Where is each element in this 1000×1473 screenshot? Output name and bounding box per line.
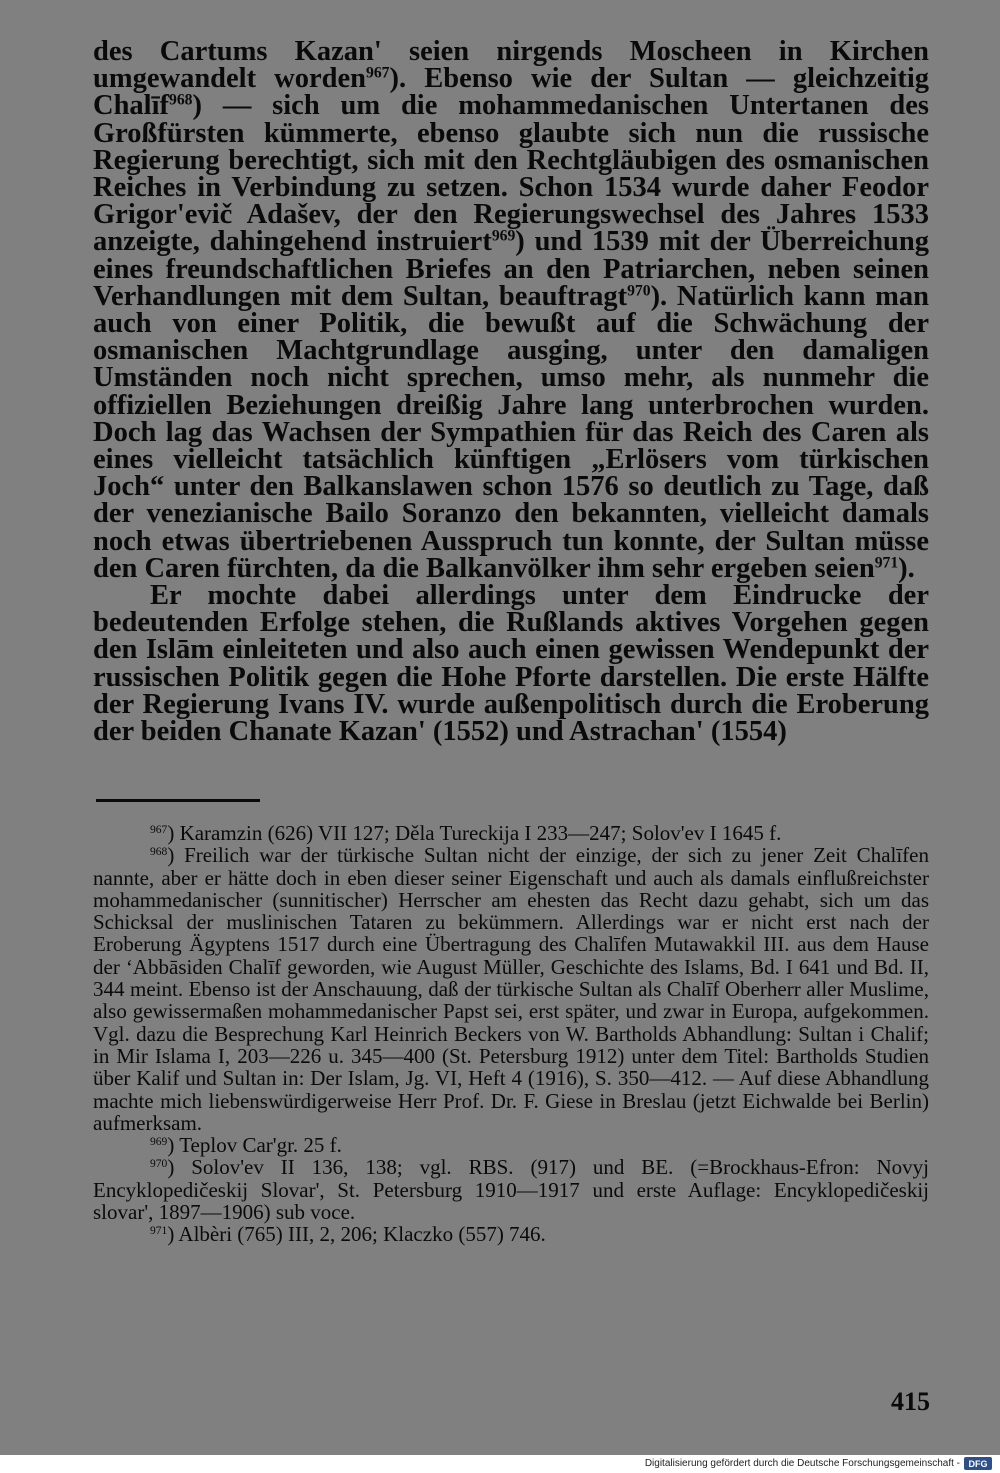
main-text-segment: ) und 1539 mit der Überreichung eines freundschaftlichen Briefes an den Patriarchen, neben seinen Verhandlungen mit dem Sultan, beauftragt bbox=[93, 226, 929, 312]
main-text-segment: ). bbox=[898, 552, 915, 584]
footnote-ref-971: 971 bbox=[874, 554, 899, 572]
footnote-number: 968 bbox=[150, 846, 168, 859]
footnote-971 bbox=[93, 1223, 929, 1245]
main-text-segment: ). Ebenso wie der Sultan — gleichzeitig Chalīf bbox=[93, 63, 929, 122]
page-number: 415 bbox=[891, 1387, 930, 1416]
footnote-967 bbox=[93, 822, 929, 844]
footnote-ref-970: 970 bbox=[627, 282, 651, 300]
main-text bbox=[93, 36, 929, 748]
footnote-separator bbox=[96, 799, 260, 802]
dfg-logo-graphic bbox=[964, 1457, 992, 1470]
funding-credit: Digitalisierung gefördert durch die Deutsche Forschungsgemeinschaft - bbox=[644, 1458, 960, 1469]
dfg-logo-icon bbox=[964, 1457, 992, 1470]
main-paragraph-1 bbox=[93, 38, 929, 582]
footnotes bbox=[93, 822, 929, 1246]
footnote-ref-967: 967 bbox=[366, 64, 390, 82]
footnote-text: ) Albèri (765) III, 2, 206; Klaczko (557) 746. bbox=[167, 1222, 546, 1247]
footnote-number: 971 bbox=[150, 1225, 168, 1238]
footnote-text: ) Solov'ev II 136, 138; vgl. RBS. (917) und BE. (=Brockhaus-Efron: Novyj Encyklopedičeskij Slovar', St. Petersburg 1910—1917 und erste Auflage: Encyklopedičeskij slovar', 1897—1906) sub voce. bbox=[93, 1155, 929, 1225]
footnote-968 bbox=[93, 844, 929, 1134]
footnote-970 bbox=[93, 1156, 929, 1223]
footnote-ref-968: 968 bbox=[169, 92, 193, 110]
footnote-text: ) Teplov Car'gr. 25 f. bbox=[167, 1133, 342, 1158]
main-paragraph-2: Er mochte dabei allerdings unter dem Eindrucke der bedeutenden Erfolge stehen, die Rußlands aktives Vorgehen gegen den Islām einleiteten und also auch einen gewissen Wendepunkt der russischen Politik gegen die Hohe Pforte darstellen. Die erste Hälfte der Regierung Ivans IV. wurde außenpolitisch durch die Eroberung der beiden Chanate Kazan' (1552) und Astrachan' (1554) bbox=[93, 580, 929, 748]
main-text-segment: ). Natürlich kann man auch von einer Politik, die bewußt auf die Schwächung der osmanischen Machtgrundlage ausging, unter den damaligen Umständen noch nicht sprechen, umso mehr, als nunmehr die offiziellen Beziehungen dreißig Jahre lang unterbrochen wurden. Doch lag das Wachsen der Sympathien für das Reich des Caren als eines vielleicht tatsächlich künftigen „Erlösers vom türkischen Joch“ unter den Balkanslawen schon 1576 so deutlich zu Tage, daß der venezianische Bailo Soranzo den bekannten, vielleicht damals noch etwas übertriebenen Ausspruch tun konnte, der Sultan müsse den Caren fürchten, da die Balkanvölker ihm sehr ergeben seien bbox=[93, 280, 929, 584]
footnote-number: 969 bbox=[150, 1136, 168, 1149]
main-text-segment: ) — sich um die mohammedanischen Untertanen des Großfürsten kümmerte, ebenso glaubte sich nun die russische Regierung berechtigt, sich mit den Rechtgläubigen des osmanischen Reiches in Verbindung zu setzen. Schon 1534 wurde daher Feodor Grigor'evič Adašev, der den Regierungswechsel des Jahres 1533 anzeigte, dahingehend instruiert bbox=[93, 90, 929, 258]
footnote-text: ) Freilich war der türkische Sultan nicht der einzige, der sich zu jener Zeit Chalīfen nannte, aber er hätte doch in eben dieser seiner Eigenschaft und auch als damals einflußreichster mohammedanischer (sunnitischer) Herrscher am ehesten das Recht dazu gehabt, sich um das Schicksal der muslinischen Tataren zu bekümmern. Allerdings war er nicht erst nach der Eroberung Ägyptens 1517 durch eine Übertragung des Chalīfen Mutawakkil III. aus dem Hause der ‘Abbāsiden Chalīf geworden, wie August Müller, Geschichte des Islams, Bd. I 641 und Bd. II, 344 meint. Ebenso ist der Anschauung, daß der türkische Sultan als Chalīf Oberherr aller Muslime, also gewissermaßen mohammedanischer Papst sei, erst später, und zwar in Europa, aufgekommen. Vgl. dazu die Besprechung Karl Heinrich Beckers von W. Bartholds Abhandlung: Sultan i Chalif; in Mir Islama I, 203—226 u. 345—400 (St. Petersburg 1912) unter dem Titel: Bartholds Studien über Kalif und Sultan in: Der Islam, Jg. VI, Heft 4 (1916), S. 350—412. — Auf diese Abhandlung machte mich liebenswürdigerweise Herr Prof. Dr. F. Giese in Breslau (jetzt Eichwalde bei Berlin) aufmerksam. bbox=[93, 843, 929, 1135]
footnote-number: 970 bbox=[150, 1158, 168, 1171]
footnote-ref-969: 969 bbox=[491, 228, 516, 246]
dfg-logo-text: DFG bbox=[968, 1459, 988, 1469]
main-text-segment: des Cartums Kazan' seien nirgends Moscheen in Kirchen umgewandelt worden bbox=[93, 36, 929, 95]
footnote-number: 967 bbox=[150, 824, 168, 837]
footnote-969 bbox=[93, 1134, 929, 1156]
footnote-text: ) Karamzin (626) VII 127; Děla Tureckija I 233—247; Solov'ev I 1645 f. bbox=[167, 821, 782, 845]
